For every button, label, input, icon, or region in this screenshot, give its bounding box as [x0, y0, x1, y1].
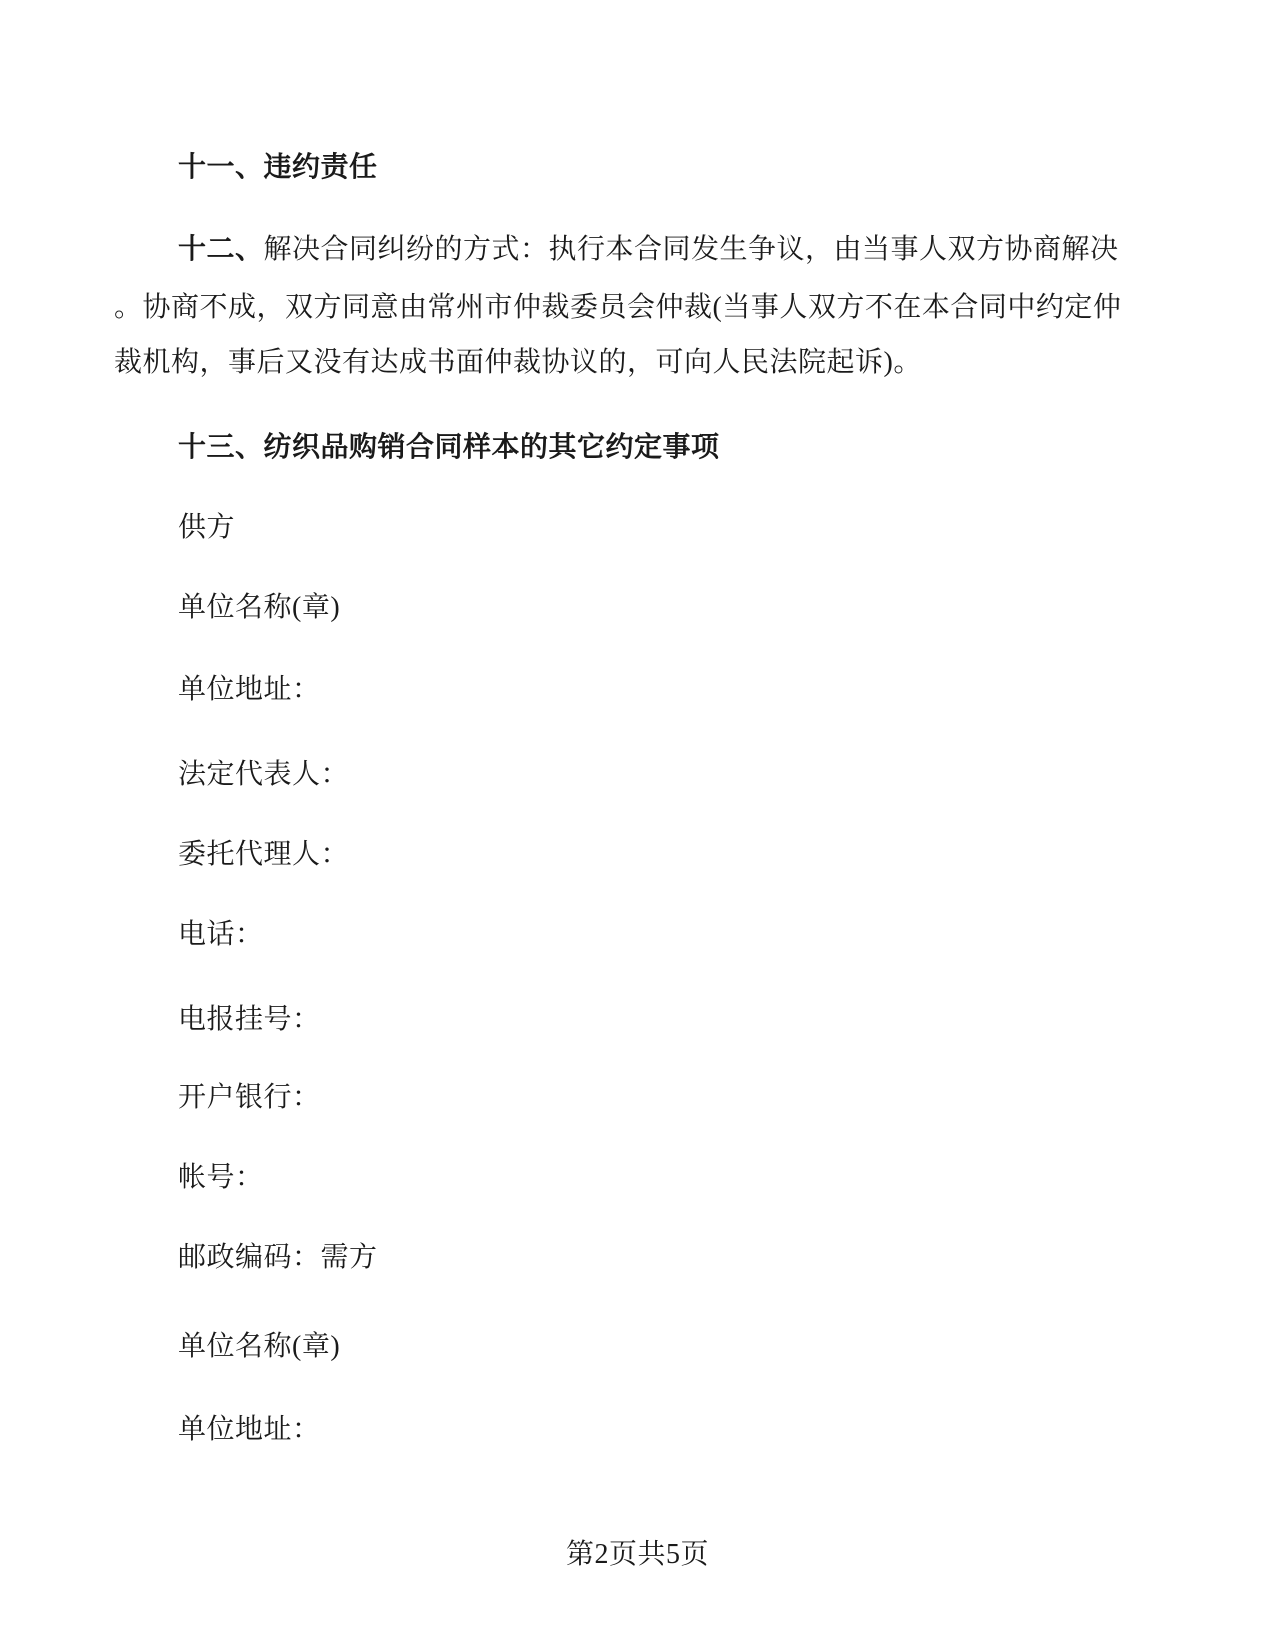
- heading-article-13: 十三、纺织品购销合同样本的其它约定事项: [178, 432, 720, 463]
- supplier-party-label: 供方: [178, 512, 236, 543]
- page-footer: 第2页共5页: [565, 1539, 709, 1570]
- supplier-legal-representative-label: 法定代表人：: [178, 759, 350, 790]
- supplier-unit-address-label: 单位地址：: [178, 674, 321, 705]
- buyer-unit-address-label: 单位地址：: [178, 1414, 321, 1445]
- paragraph-article-12-line-1: [178, 234, 1119, 266]
- supplier-bank-label: 开户银行：: [178, 1082, 321, 1113]
- supplier-telegraph-label: 电报挂号：: [178, 1004, 321, 1035]
- paragraph-article-12-line-2: 。协商不成，双方同意由常州市仲裁委员会仲裁(当事人双方不在本合同中约定仲: [114, 292, 1122, 323]
- article-12-number: 十二、: [178, 234, 264, 265]
- buyer-unit-name-label: 单位名称(章): [178, 1331, 341, 1362]
- article-12-text-line-1: 解决合同纠纷的方式：执行本合同发生争议，由当事人双方协商解决: [263, 234, 1119, 265]
- supplier-postal-code-and-buyer-label: 邮政编码：需方: [178, 1242, 378, 1273]
- supplier-phone-label: 电话：: [178, 919, 264, 950]
- heading-article-11: 十一、违约责任: [178, 152, 378, 183]
- supplier-account-label: 帐号：: [178, 1162, 264, 1193]
- paragraph-article-12-line-3: 裁机构，事后又没有达成书面仲裁协议的，可向人民法院起诉)。: [114, 347, 922, 378]
- supplier-entrusted-agent-label: 委托代理人：: [178, 839, 350, 870]
- supplier-unit-name-label: 单位名称(章): [178, 592, 341, 623]
